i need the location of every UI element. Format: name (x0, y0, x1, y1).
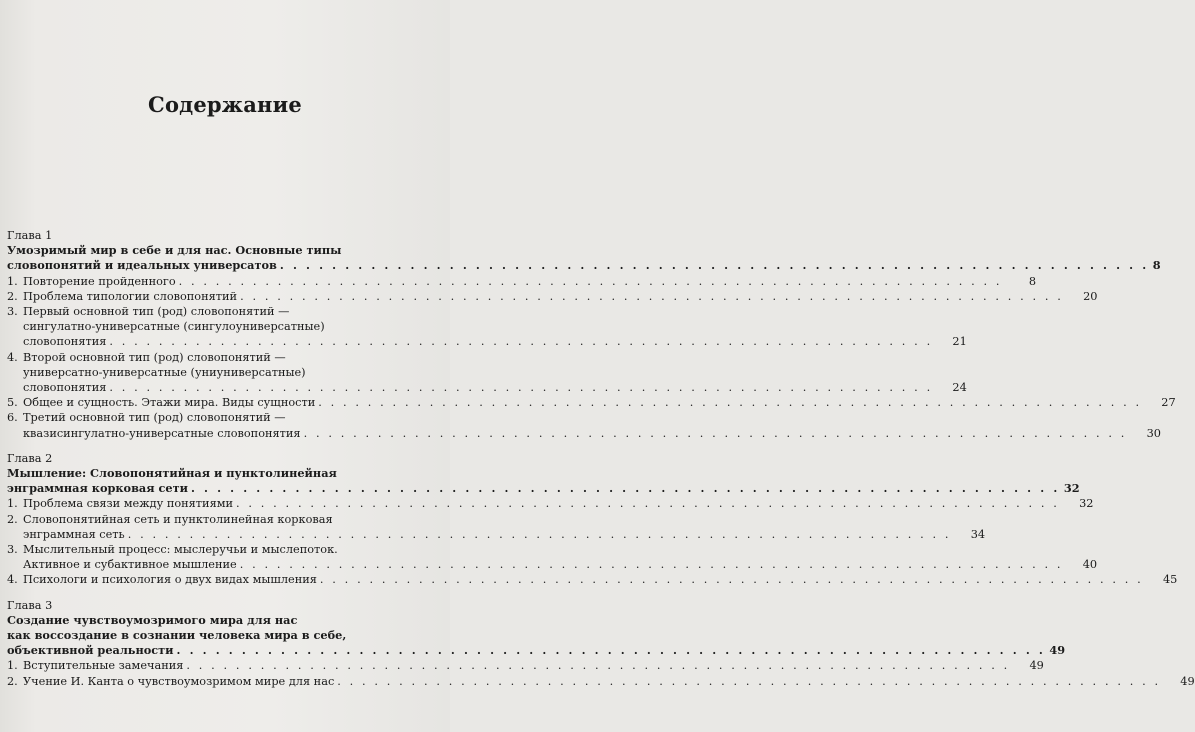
page-number: 21 (952, 335, 967, 349)
section-text-line: Мыслительный процесс: мыслеручьи и мыслепоток. (23, 543, 338, 557)
entry-text: словопонятия (23, 381, 107, 395)
dot-leader: . . . . . . . . . . . . . . . . . . . . . . . . . . . . . . . . . . . . . . . . . . . . . . . . . . . . . . . . . . . . . . . . . . . (186, 659, 1010, 673)
page-number: 24 (952, 381, 967, 395)
toc-entry (7, 304, 967, 350)
section-number: 2. (7, 289, 18, 303)
entry-text: Активное и субактивное мышление (23, 558, 237, 572)
toc-entry (7, 395, 1176, 410)
section-text-line: универсатно-универсатные (униуниверсатные) (23, 365, 306, 379)
section-row (23, 496, 1093, 511)
chapter-title-row (7, 481, 1080, 496)
entry-text: Проблема связи между понятиями (23, 497, 234, 511)
entry-text: словопонятия (23, 335, 107, 349)
page-number: 49 (1049, 643, 1066, 658)
section-number: 2. (7, 674, 18, 688)
chapter-block (7, 451, 1178, 588)
entry-text: Психологи и психология о двух видах мышления (23, 573, 317, 587)
dot-leader: . . . . . . . . . . . . . . . . . . . . . . . . . . . . . . . . . . . . . . . . . . . . . . . . . . . . . . . . . . . . . . . . . . . (337, 674, 1161, 688)
dot-leader: . . . . . . . . . . . . . . . . . . . . . . . . . . . . . . . . . . . . . . . . . . . . . . . . . . . . . . . . . . . . . . . . . . . (240, 289, 1064, 303)
entry-text: Повторение пройденного (23, 274, 176, 288)
section-body (19, 658, 1044, 673)
section-row (23, 426, 1161, 441)
section-body (19, 350, 967, 396)
section-number: 1. (7, 659, 18, 673)
toc-entry (7, 410, 1161, 440)
dot-leader: . . . . . . . . . . . . . . . . . . . . . . . . . . . . . . . . . . . . . . . . . . . . . . . . . . . . . . . . . . . . . . . . . . . (178, 274, 1003, 288)
dot-leader: . . . . . . . . . . . . . . . . . . . . . . . . . . . . . . . . . . . . . . . . . . . . . . . . . . . . . . . . . . . . . . . . . . . (190, 481, 1060, 496)
section-number: 3. (7, 305, 18, 319)
toc-entry (7, 572, 1178, 587)
dot-leader: . . . . . . . . . . . . . . . . . . . . . . . . . . . . . . . . . . . . . . . . . . . . . . . . . . . . . . . . . . . . . . . . . . . (318, 396, 1142, 410)
section-row (23, 557, 1097, 572)
dot-leader: . . . . . . . . . . . . . . . . . . . . . . . . . . . . . . . . . . . . . . . . . . . . . . . . . . . . . . . . . . . . . . . . . . . (176, 643, 1046, 658)
toc-entry (7, 496, 1094, 511)
section-body (19, 496, 1093, 511)
page-number: 45 (1162, 573, 1178, 587)
dot-leader: . . . . . . . . . . . . . . . . . . . . . . . . . . . . . . . . . . . . . . . . . . . . . . . . . . . . . . . . . . . . . . . . . . . (109, 335, 933, 349)
toc-entry (7, 350, 967, 396)
toc-entry (7, 542, 1098, 572)
page-number: 8 (1028, 274, 1037, 288)
section-body (19, 274, 1036, 289)
dot-leader: . . . . . . . . . . . . . . . . . . . . . . . . . . . . . . . . . . . . . . . . . . . . . . . . . . . . . . . . . . . . . . . . . . . (279, 258, 1149, 273)
chapter-title-row (7, 643, 1066, 658)
chapter-title-row (7, 258, 1161, 273)
entry-text: Проблема типологии словопонятий (23, 289, 238, 303)
chapter-title-line: как воссоздание в сознании человека мира в себе, (7, 628, 347, 643)
dot-leader: . . . . . . . . . . . . . . . . . . . . . . . . . . . . . . . . . . . . . . . . . . . . . . . . . . . . . . . . . . . . . . . . . . . (236, 497, 1060, 511)
entry-text: квазисингулатно-универсатные словопонятия (23, 426, 301, 440)
entry-text: Общее и сущность. Этажи мира. Виды сущности (23, 396, 316, 410)
entry-text: Вступительные замечания (23, 659, 184, 673)
entry-text: энграммная сеть (23, 527, 125, 541)
section-text-line: сингулатно-универсатные (сингулоуниверсатные) (23, 320, 325, 334)
section-row (23, 334, 967, 349)
section-number: 3. (7, 543, 18, 557)
chapter-title-line: Мышление: Словопонятийная и пунктолинейная (7, 466, 337, 481)
entry-text: объективной реальности (7, 643, 174, 658)
toc-entry (7, 289, 1098, 304)
section-body (19, 289, 1098, 304)
chapter-block (7, 598, 1195, 689)
chapter-label: Глава 2 (7, 451, 53, 465)
dot-leader: . . . . . . . . . . . . . . . . . . . . . . . . . . . . . . . . . . . . . . . . . . . . . . . . . . . . . . . . . . . . . . . . . . . (319, 573, 1144, 587)
section-body (19, 395, 1176, 410)
section-body (19, 512, 985, 542)
section-row (23, 658, 1044, 673)
section-number: 1. (7, 497, 18, 511)
section-text-line: Третий основной тип (род) словопонятий — (23, 411, 286, 425)
section-text-line: Первый основной тип (род) словопонятий — (23, 305, 290, 319)
chapter-title-line: Создание чувствоумозримого мира для нас (7, 612, 298, 627)
section-number: 6. (7, 411, 18, 425)
dot-leader: . . . . . . . . . . . . . . . . . . . . . . . . . . . . . . . . . . . . . . . . . . . . . . . . . . . . . . . . . . . . . . . . . . . (109, 381, 933, 395)
page-number: 32 (1063, 481, 1080, 496)
toc-entry (7, 512, 986, 542)
table-of-contents (7, 228, 1195, 699)
section-number: 4. (7, 573, 18, 587)
page-number: 49 (1180, 674, 1195, 688)
entry-text: словопонятий и идеальных универсатов (7, 258, 277, 273)
section-body (19, 542, 1097, 572)
section-row (23, 674, 1195, 689)
section-row (23, 289, 1098, 304)
section-row (23, 380, 967, 395)
section-body (19, 674, 1195, 689)
section-text-line: Второй основной тип (род) словопонятий — (23, 350, 286, 364)
section-number: 1. (7, 274, 18, 288)
page-number: 8 (1152, 258, 1161, 273)
section-number: 5. (7, 396, 18, 410)
page-title: Содержание (148, 92, 302, 117)
section-body (19, 410, 1161, 440)
chapter-title-line: Умозримый мир в себе и для нас. Основные типы (7, 243, 342, 258)
dot-leader: . . . . . . . . . . . . . . . . . . . . . . . . . . . . . . . . . . . . . . . . . . . . . . . . . . . . . . . . . . . . . . . . . . . (303, 426, 1127, 440)
page-number: 27 (1161, 396, 1176, 410)
section-text-line: Словопонятийная сеть и пунктолинейная корковая (23, 512, 333, 526)
page-number: 30 (1146, 426, 1161, 440)
toc-entry (7, 658, 1044, 673)
dot-leader: . . . . . . . . . . . . . . . . . . . . . . . . . . . . . . . . . . . . . . . . . . . . . . . . . . . . . . . . . . . . . . . . . . . (239, 558, 1064, 572)
section-row (23, 527, 985, 542)
entry-text: Учение И. Канта о чувствоумозримом мире для нас (23, 674, 335, 688)
section-row (23, 395, 1176, 410)
page-number: 20 (1083, 289, 1098, 303)
page-number: 49 (1029, 659, 1044, 673)
page-number: 34 (970, 527, 986, 541)
toc-entry (7, 674, 1195, 689)
section-row (23, 274, 1036, 289)
chapter-label: Глава 1 (7, 229, 53, 242)
section-number: 2. (7, 512, 18, 526)
chapter-label: Глава 3 (7, 598, 53, 612)
section-body (19, 572, 1177, 587)
page-number: 32 (1079, 497, 1094, 511)
entry-text: энграммная корковая сети (7, 481, 188, 496)
toc-entry (7, 274, 1037, 289)
section-body (19, 304, 967, 350)
section-row (23, 572, 1177, 587)
page-number: 40 (1082, 558, 1098, 572)
chapter-block (7, 228, 1176, 441)
section-number: 4. (7, 350, 18, 364)
dot-leader: . . . . . . . . . . . . . . . . . . . . . . . . . . . . . . . . . . . . . . . . . . . . . . . . . . . . . . . . . . . . . . . . . . . (127, 527, 952, 541)
